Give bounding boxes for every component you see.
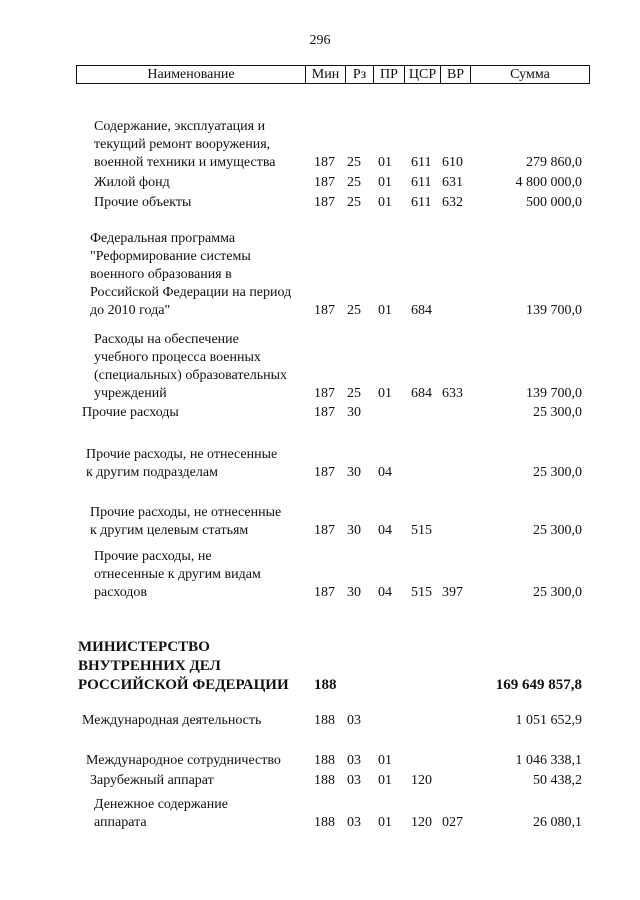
cell-min: 187 bbox=[314, 195, 335, 210]
row-name bbox=[78, 404, 307, 422]
cell-sum: 25 300,0 bbox=[533, 585, 582, 600]
row-name bbox=[78, 796, 319, 832]
cell-sum: 50 438,2 bbox=[533, 773, 582, 788]
cell-min: 187 bbox=[314, 386, 335, 401]
row-name-line: Международное сотрудничество bbox=[86, 753, 281, 768]
cell-rz: 03 bbox=[347, 713, 361, 728]
cell-pr: 01 bbox=[378, 815, 392, 830]
cell-rz: 25 bbox=[347, 386, 361, 401]
cell-rz: 25 bbox=[347, 303, 361, 318]
header-pr: ПР bbox=[373, 66, 404, 83]
cell-min: 187 bbox=[314, 585, 335, 600]
cell-min: 187 bbox=[314, 523, 335, 538]
header-sum: Сумма bbox=[470, 66, 589, 83]
row-name-line: расходов bbox=[94, 585, 148, 600]
cell-min: 187 bbox=[314, 303, 335, 318]
cell-rz: 25 bbox=[347, 155, 361, 170]
row-name-line: Международная деятельность bbox=[82, 713, 262, 728]
cell-pr: 04 bbox=[378, 585, 392, 600]
row-name-line: "Реформирование системы bbox=[90, 249, 251, 264]
cell-sum: 1 046 338,1 bbox=[515, 753, 582, 768]
header-rz: Рз bbox=[345, 66, 373, 83]
row-name-line: Прочие расходы, не bbox=[94, 549, 212, 564]
row-name-line: Прочие расходы, не отнесенные bbox=[86, 447, 278, 462]
row-name-line: Российской Федерации на период bbox=[90, 285, 292, 300]
cell-sum: 25 300,0 bbox=[533, 405, 582, 420]
cell-csr: 515 bbox=[411, 523, 432, 538]
row-name-line: военной техники и имущества bbox=[94, 155, 276, 170]
cell-min: 187 bbox=[314, 405, 335, 420]
header-csr: ЦСР bbox=[404, 66, 440, 83]
page-number: 296 bbox=[309, 33, 331, 48]
cell-vr: 632 bbox=[442, 195, 463, 210]
cell-pr: 01 bbox=[378, 195, 392, 210]
cell-pr: 01 bbox=[378, 773, 392, 788]
cell-csr: 120 bbox=[411, 773, 432, 788]
row-name-line: текущий ремонт вооружения, bbox=[94, 137, 271, 152]
cell-min: 188 bbox=[314, 815, 335, 830]
row-name-line: к другим целевым статьям bbox=[90, 523, 249, 538]
row-name-line: Прочие расходы bbox=[82, 405, 179, 420]
cell-rz: 03 bbox=[347, 753, 361, 768]
row-name-line: МИНИСТЕРСТВО bbox=[78, 639, 210, 655]
cell-min: 187 bbox=[314, 465, 335, 480]
row-name bbox=[78, 194, 319, 212]
header-vr: ВР bbox=[440, 66, 470, 83]
cell-vr: 027 bbox=[442, 815, 463, 830]
cell-rz: 03 bbox=[347, 815, 361, 830]
header-name: Наименование bbox=[147, 67, 235, 82]
cell-min: 188 bbox=[314, 713, 335, 728]
cell-sum: 139 700,0 bbox=[526, 303, 582, 318]
cell-vr: 610 bbox=[442, 155, 463, 170]
cell-min: 188 bbox=[314, 753, 335, 768]
cell-min: 188 bbox=[314, 773, 335, 788]
cell-pr: 01 bbox=[378, 155, 392, 170]
row-name-line: военного образования в bbox=[90, 267, 232, 282]
row-name-line: Жилой фонд bbox=[94, 175, 170, 190]
row-name bbox=[78, 712, 307, 730]
row-name-line: Содержание, эксплуатация и bbox=[94, 119, 266, 134]
row-name bbox=[78, 504, 315, 540]
row-name bbox=[78, 174, 319, 192]
cell-sum: 500 000,0 bbox=[526, 195, 582, 210]
cell-rz: 30 bbox=[347, 585, 361, 600]
row-name bbox=[78, 638, 303, 695]
cell-sum: 279 860,0 bbox=[526, 155, 582, 170]
cell-sum: 26 080,1 bbox=[533, 815, 582, 830]
cell-min: 187 bbox=[314, 175, 335, 190]
row-name-line: Зарубежный аппарат bbox=[90, 773, 214, 788]
cell-csr: 515 bbox=[411, 585, 432, 600]
row-name-line: Денежное содержание bbox=[94, 797, 228, 812]
cell-rz: 30 bbox=[347, 523, 361, 538]
cell-sum: 25 300,0 bbox=[533, 523, 582, 538]
cell-pr: 01 bbox=[378, 753, 392, 768]
cell-sum: 169 649 857,8 bbox=[495, 677, 582, 693]
row-name-line: Прочие расходы, не отнесенные bbox=[90, 505, 282, 520]
row-name bbox=[78, 331, 319, 403]
row-name-line: (специальных) образовательных bbox=[94, 368, 287, 383]
cell-csr: 120 bbox=[411, 815, 432, 830]
cell-rz: 25 bbox=[347, 195, 361, 210]
cell-sum: 25 300,0 bbox=[533, 465, 582, 480]
cell-vr: 631 bbox=[442, 175, 463, 190]
cell-csr: 611 bbox=[411, 155, 432, 170]
row-name-line: отнесенные к другим видам bbox=[94, 567, 261, 582]
cell-rz: 25 bbox=[347, 175, 361, 190]
row-name-line: аппарата bbox=[94, 815, 147, 830]
row-name-line: Прочие объекты bbox=[94, 195, 192, 210]
cell-csr: 611 bbox=[411, 195, 432, 210]
cell-csr: 684 bbox=[411, 386, 432, 401]
cell-csr: 684 bbox=[411, 303, 432, 318]
row-name-line: учебного процесса военных bbox=[94, 350, 261, 365]
cell-pr: 01 bbox=[378, 303, 392, 318]
cell-sum: 4 800 000,0 bbox=[515, 175, 582, 190]
row-name-line: ВНУТРЕННИХ ДЕЛ bbox=[78, 658, 221, 674]
cell-sum: 139 700,0 bbox=[526, 386, 582, 401]
row-name bbox=[78, 772, 315, 790]
cell-vr: 633 bbox=[442, 386, 463, 401]
cell-csr: 611 bbox=[411, 175, 432, 190]
cell-pr: 01 bbox=[378, 386, 392, 401]
row-name-line: учреждений bbox=[94, 386, 167, 401]
header-min: Мин bbox=[305, 66, 345, 83]
row-name bbox=[78, 752, 311, 770]
cell-pr: 01 bbox=[378, 175, 392, 190]
row-name-line: Федеральная программа bbox=[90, 231, 236, 246]
row-name bbox=[78, 118, 319, 172]
row-name-line: до 2010 года" bbox=[90, 303, 171, 318]
cell-min: 188 bbox=[314, 677, 337, 693]
cell-rz: 30 bbox=[347, 465, 361, 480]
cell-sum: 1 051 652,9 bbox=[515, 713, 582, 728]
row-name bbox=[78, 446, 311, 482]
row-name-line: РОССИЙСКОЙ ФЕДЕРАЦИИ bbox=[78, 677, 289, 693]
cell-pr: 04 bbox=[378, 465, 392, 480]
table-header bbox=[76, 65, 590, 84]
cell-pr: 04 bbox=[378, 523, 392, 538]
cell-rz: 03 bbox=[347, 773, 361, 788]
cell-min: 187 bbox=[314, 155, 335, 170]
cell-rz: 30 bbox=[347, 405, 361, 420]
row-name-line: к другим подразделам bbox=[86, 465, 218, 480]
row-name-line: Расходы на обеспечение bbox=[94, 332, 239, 347]
row-name bbox=[78, 548, 319, 602]
cell-vr: 397 bbox=[442, 585, 463, 600]
row-name bbox=[78, 230, 315, 320]
